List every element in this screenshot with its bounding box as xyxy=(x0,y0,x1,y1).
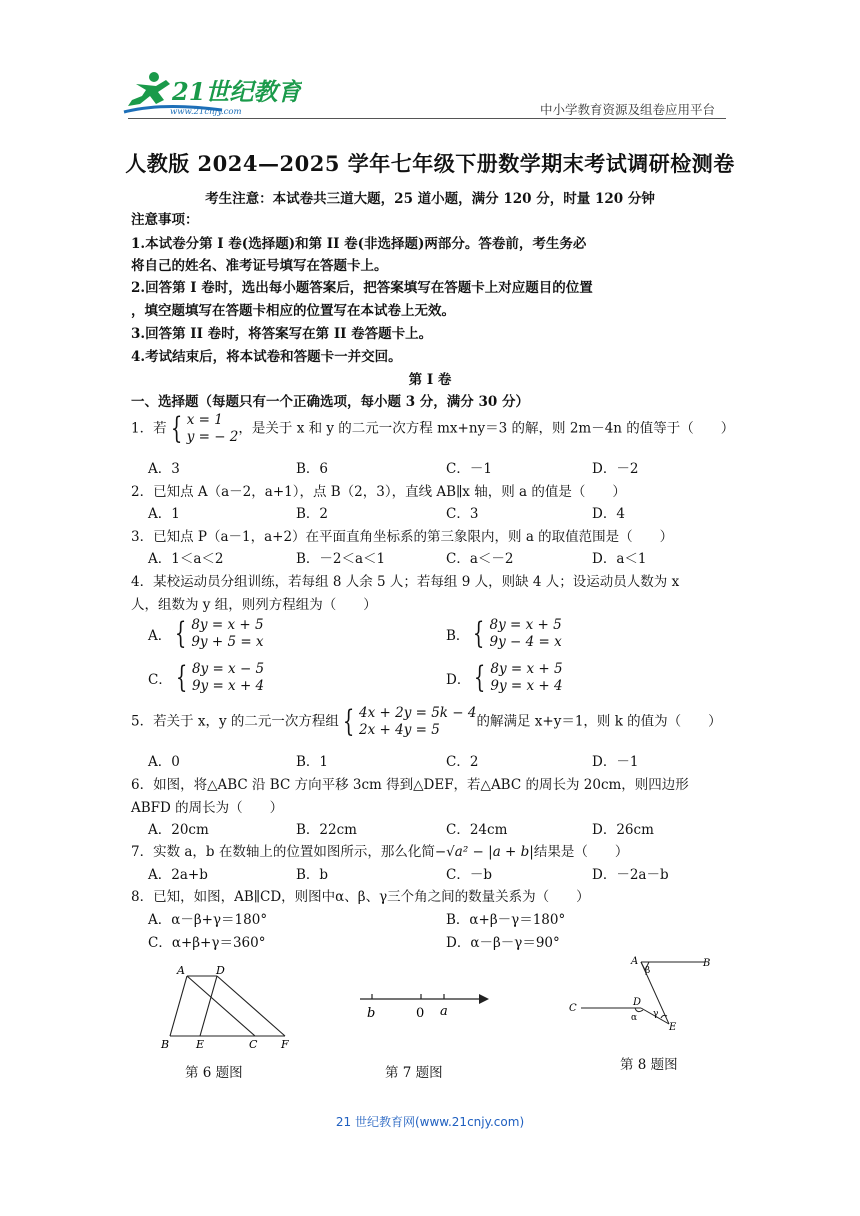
question-8: 8．已知，如图，AB∥CD，则图中α、β、γ三个角之间的数量关系为（ ） xyxy=(131,889,590,905)
option: A．1＜a＜2 xyxy=(148,551,224,567)
option: A．3 xyxy=(148,461,180,477)
exam-title: 人教版 2024—2025 学年七年级下册数学期末考试调研检测卷 xyxy=(125,151,735,176)
option: C．a＜－2 xyxy=(446,551,514,567)
option: D．4 xyxy=(592,506,625,522)
figure-7 xyxy=(355,985,495,1025)
option: B．－2＜a＜1 xyxy=(296,551,386,567)
figure-6 xyxy=(155,960,295,1050)
point-label: B xyxy=(161,1038,170,1050)
point-label: A xyxy=(177,964,185,977)
option: B．α+β－γ＝180° xyxy=(446,912,566,928)
instruction-line: 3.回答第 II 卷时，将答案写在第 II 卷答题卡上。 xyxy=(131,326,433,342)
instruction-line: 4.考试结束后，将本试卷和答题卡一并交回。 xyxy=(131,349,402,365)
question-7: 7．实数 a，b 在数轴上的位置如图所示，那么化简−√a² − |a + b|结果是（ ） xyxy=(131,844,629,860)
brace-icon: { xyxy=(175,616,187,651)
axis-label: a xyxy=(440,1004,448,1019)
option: D．26cm xyxy=(592,822,654,838)
point-label: B xyxy=(703,958,711,969)
option: D．α－β－γ＝90° xyxy=(446,935,560,951)
brace-icon: { xyxy=(342,704,355,739)
option: C．24cm xyxy=(446,822,508,838)
option: A． { 8y = x + 5 9y + 5 = x xyxy=(148,616,264,651)
option: C．α+β+γ＝360° xyxy=(148,935,266,951)
axis-label: 0 xyxy=(416,1006,425,1021)
instruction-line: 1.本试卷分第 I 卷(选择题)和第 II 卷(非选择题)两部分。答卷前，考生务必 xyxy=(131,236,587,252)
point-label: E xyxy=(669,1022,677,1033)
instruction-line: 2.回答第 I 卷时，选出每小题答案后，把答案填写在答题卡上对应题目的位置 xyxy=(131,280,593,296)
option: C．－b xyxy=(446,867,492,883)
question-6-line1: 6．如图，将△ABC 沿 BC 方向平移 3cm 得到△DEF，若△ABC 的周长为 20cm，则四边形 xyxy=(131,777,689,793)
brace-icon: { xyxy=(473,616,485,651)
option: C．3 xyxy=(446,506,479,522)
question-1-pre: 1．若 xyxy=(131,420,167,437)
header-divider xyxy=(128,118,726,119)
footer-link[interactable]: 21 世纪教育网(www.21cnjy.com) xyxy=(335,1115,525,1129)
equation: y = − 2 xyxy=(186,429,239,445)
option: D． { 8y = x + 5 9y = x + 4 xyxy=(446,660,563,695)
platform-label: 中小学教育资源及组卷应用平台 xyxy=(540,102,716,117)
option: A．2a+b xyxy=(148,867,208,883)
point-label: E xyxy=(196,1038,205,1050)
point-label: C xyxy=(249,1038,258,1050)
angle-label: α xyxy=(631,1013,638,1023)
question-1 xyxy=(131,412,734,446)
option: D．－2a－b xyxy=(592,867,669,883)
brace-icon: { xyxy=(170,411,182,446)
option: B．1 xyxy=(296,754,329,770)
option: A．1 xyxy=(148,506,180,522)
point-label: D xyxy=(216,964,225,977)
option: A．α－β+γ＝180° xyxy=(148,912,268,928)
question-5: 5．若关于 x，y 的二元一次方程组 { 4x + 2y = 5k − 4 2x + 4y = 5 的解满足 x+y＝1，则 k 的值为（ ） xyxy=(131,704,722,739)
option: D．－2 xyxy=(592,461,639,477)
option: B．b xyxy=(296,867,329,883)
option: D．a＜1 xyxy=(592,551,647,567)
question-4-line1: 4．某校运动员分组训练，若每组 8 人余 5 人；若每组 9 人，则缺 4 人；设运动员人数为 x xyxy=(131,574,680,590)
figure-8 xyxy=(565,952,725,1037)
option: C．－1 xyxy=(446,461,492,477)
option: A．20cm xyxy=(148,822,209,838)
figure-6-caption: 第 6 题图 xyxy=(185,1065,243,1081)
exam-notice: 考生注意：本试卷共三道大题，25 道小题，满分 120 分，时量 120 分钟 xyxy=(205,191,655,207)
point-label: D xyxy=(633,997,642,1008)
question-4-line2: 人，组数为 y 组，则列方程组为（ ） xyxy=(131,597,377,613)
logo-text: 21世纪教育 xyxy=(172,77,302,106)
point-label: A xyxy=(631,956,639,967)
brace-icon: { xyxy=(474,660,486,695)
logo xyxy=(122,70,302,118)
option: B．6 xyxy=(296,461,329,477)
arrow-icon xyxy=(479,994,489,1004)
axis-label: b xyxy=(367,1006,376,1021)
option: B． { 8y = x + 5 9y − 4 = x xyxy=(446,616,562,651)
question-3: 3．已知点 P（a－1，a+2）在平面直角坐标系的第三象限内，则 a 的取值范围是（ ） xyxy=(131,529,674,545)
option: C． { 8y = x − 5 9y = x + 4 xyxy=(148,660,265,695)
figure-7-caption: 第 7 题图 xyxy=(385,1065,443,1081)
logo-url: www.21cnjy.com xyxy=(170,107,242,117)
figure-8-caption: 第 8 题图 xyxy=(620,1057,678,1073)
equation-system: { 4x + 2y = 5k − 4 2x + 4y = 5 xyxy=(342,704,477,739)
angle-label: β xyxy=(645,966,651,976)
instruction-line: 将自己的姓名、准考证号填写在答题卡上。 xyxy=(131,258,388,274)
question-2: 2．已知点 A（a－2，a+1），点 B（2，3），直线 AB∥x 轴，则 a 的值是（ ） xyxy=(131,484,626,500)
equation: x = 1 xyxy=(186,412,223,428)
option: D．－1 xyxy=(592,754,639,770)
question-1-post: ，是关于 x 和 y 的二元一次方程 mx+ny＝3 的解，则 2m－4n 的值等于（ ） xyxy=(238,420,735,437)
option: A．0 xyxy=(148,754,180,770)
option: B．2 xyxy=(296,506,329,522)
section-title: 第 I 卷 xyxy=(408,372,452,388)
angle-label: γ xyxy=(653,1009,659,1019)
instructions-heading: 注意事项： xyxy=(131,212,199,228)
brace-icon: { xyxy=(175,660,188,695)
question-6-line2: ABFD 的周长为（ ） xyxy=(131,800,284,816)
option: C．2 xyxy=(446,754,479,770)
equation-system xyxy=(167,412,239,446)
part-title: 一、选择题（每题只有一个正确选项，每小题 3 分，满分 30 分） xyxy=(131,394,529,410)
instruction-line: ，填空题填写在答题卡相应的位置写在本试卷上无效。 xyxy=(131,303,455,319)
math-expression: −√a² − |a + b| xyxy=(434,844,534,860)
point-label: C xyxy=(569,1003,577,1014)
option: B．22cm xyxy=(296,822,357,838)
point-label: F xyxy=(281,1038,289,1050)
